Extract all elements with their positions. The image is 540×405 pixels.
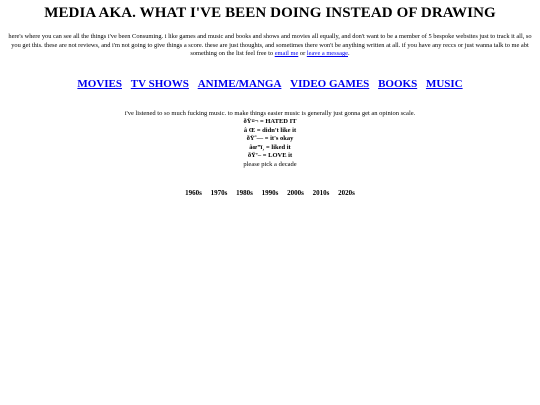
email-me-link[interactable]: email me [274,50,299,57]
opinion-scale [0,118,540,170]
decade-picker [0,189,540,198]
scale-its-okay: ðŸ˜— = it's okay [246,135,294,143]
decade-1960s-link[interactable]: 1960s [185,188,202,197]
leave-message-link[interactable]: leave a message [306,50,348,57]
nav-tv-shows-link[interactable]: TV SHOWS [130,77,189,90]
music-intro-text: i've listened to so much fucking music. to make things easier music is generally just gonna get an opinion scale. [124,109,416,117]
pick-decade-text: please pick a decade [243,161,297,169]
decade-2020s-link[interactable]: 2020s [338,188,355,197]
decade-2000s-link[interactable]: 2000s [287,188,304,197]
decade-1970s-link[interactable]: 1970s [210,188,228,197]
intro-end-text: . [348,50,350,57]
intro-text: here's where you can see all the things i've been Consuming. i like games and music and books and shows and movies all equally, and don't want to be a member of 5 bespoke websites just to track it all, so you get this. these are not reviews, and i'm not going to give things a score. these are just thoughts, and sometimes there won't be anything written at all. if you have any reccs or just wanna talk to me abt something on the list feel free to [8,33,532,57]
scale-liked-it: âœ”ï¸ = liked it [249,143,291,151]
page-title: MEDIA AKA. WHAT I'VE BEEN DOING INSTEAD OF DRAWING [44,5,496,21]
intro-or-text: or [298,50,307,57]
decade-1990s-link[interactable]: 1990s [261,188,279,197]
nav-video-games-link[interactable]: VIDEO GAMES [290,77,370,90]
intro-paragraph [4,33,536,59]
nav-anime-manga-link[interactable]: ANIME/MANGA [197,77,282,90]
scale-love-it: ðŸ’– = LOVE it [247,152,293,160]
nav-books-link[interactable]: BOOKS [378,77,418,90]
scale-didnt-like-it: â Œ = didn't like it [243,126,297,134]
decade-1980s-link[interactable]: 1980s [236,188,253,197]
category-nav [0,77,540,91]
nav-music-link[interactable]: MUSIC [425,77,463,90]
decade-2010s-link[interactable]: 2010s [312,188,330,197]
scale-hated-it: ðŸ¤¬ = HATED IT [243,118,297,126]
nav-movies-link[interactable]: MOVIES [77,77,122,90]
